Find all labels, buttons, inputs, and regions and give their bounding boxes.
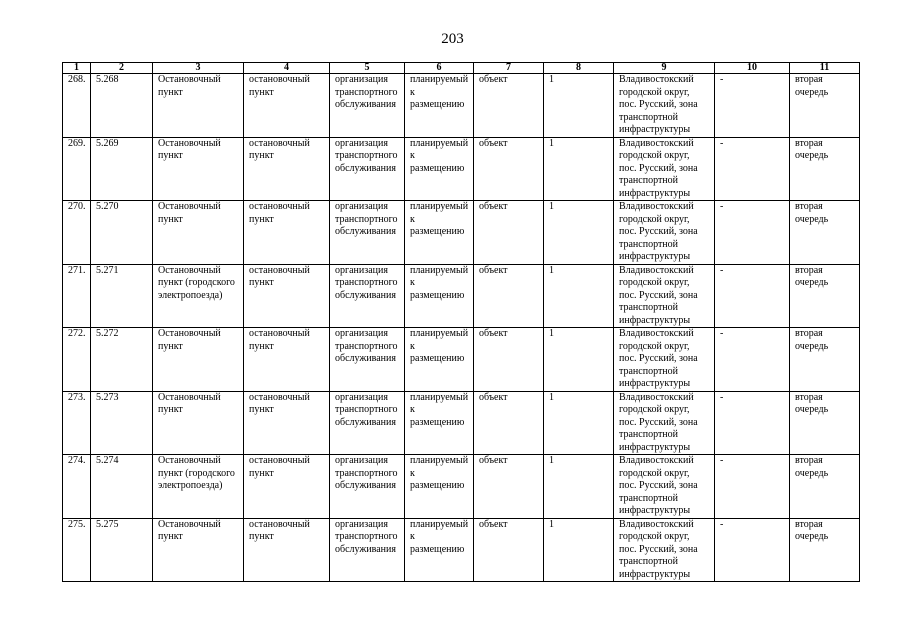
object-status: планируемый к размещению: [405, 264, 474, 328]
row-number: 273.: [63, 391, 91, 455]
object-type: остановочный пункт: [244, 455, 330, 519]
object-name: Остановочный пункт (городского электропоезда): [153, 264, 244, 328]
page-number: 203: [441, 31, 464, 47]
object-purpose: организация транспортного обслуживания: [330, 391, 405, 455]
column-header: 6: [405, 63, 474, 74]
object-type: остановочный пункт: [244, 201, 330, 265]
row-number: 275.: [63, 518, 91, 582]
object-status: планируемый к размещению: [405, 74, 474, 138]
table-row: [63, 518, 860, 582]
object-location: Владивостокский городской округ, пос. Русский, зона транспортной инфраструктуры: [614, 455, 715, 519]
column-header: 10: [715, 63, 790, 74]
column-header: 8: [544, 63, 614, 74]
object-code: 5.272: [91, 328, 153, 392]
object-status: планируемый к размещению: [405, 328, 474, 392]
column-10-value: -: [715, 201, 790, 265]
object-stage: вторая очередь: [790, 137, 860, 201]
row-number: 274.: [63, 455, 91, 519]
object-count: 1: [544, 391, 614, 455]
object-stage: вторая очередь: [790, 391, 860, 455]
object-code: 5.268: [91, 74, 153, 138]
column-header: 1: [63, 63, 91, 74]
object-location: Владивостокский городской округ, пос. Русский, зона транспортной инфраструктуры: [614, 264, 715, 328]
object-name: Остановочный пункт: [153, 518, 244, 582]
object-purpose: организация транспортного обслуживания: [330, 201, 405, 265]
object-kind: объект: [474, 201, 544, 265]
object-type: остановочный пункт: [244, 391, 330, 455]
object-name: Остановочный пункт (городского электропоезда): [153, 455, 244, 519]
object-count: 1: [544, 264, 614, 328]
objects-table: [62, 62, 860, 582]
object-kind: объект: [474, 137, 544, 201]
table-row: [63, 455, 860, 519]
object-type: остановочный пункт: [244, 518, 330, 582]
object-stage: вторая очередь: [790, 201, 860, 265]
object-status: планируемый к размещению: [405, 518, 474, 582]
object-purpose: организация транспортного обслуживания: [330, 518, 405, 582]
column-header: 5: [330, 63, 405, 74]
object-stage: вторая очередь: [790, 518, 860, 582]
object-count: 1: [544, 201, 614, 265]
object-status: планируемый к размещению: [405, 137, 474, 201]
column-header: 3: [153, 63, 244, 74]
object-status: планируемый к размещению: [405, 455, 474, 519]
object-location: Владивостокский городской округ, пос. Русский, зона транспортной инфраструктуры: [614, 391, 715, 455]
object-kind: объект: [474, 328, 544, 392]
object-kind: объект: [474, 518, 544, 582]
object-code: 5.273: [91, 391, 153, 455]
object-name: Остановочный пункт: [153, 201, 244, 265]
column-10-value: -: [715, 391, 790, 455]
object-stage: вторая очередь: [790, 328, 860, 392]
row-number: 270.: [63, 201, 91, 265]
object-purpose: организация транспортного обслуживания: [330, 137, 405, 201]
object-status: планируемый к размещению: [405, 201, 474, 265]
object-kind: объект: [474, 455, 544, 519]
object-type: остановочный пункт: [244, 74, 330, 138]
object-name: Остановочный пункт: [153, 391, 244, 455]
column-10-value: -: [715, 328, 790, 392]
table-row: [63, 201, 860, 265]
object-count: 1: [544, 74, 614, 138]
object-location: Владивостокский городской округ, пос. Русский, зона транспортной инфраструктуры: [614, 201, 715, 265]
column-10-value: -: [715, 455, 790, 519]
table-row: [63, 137, 860, 201]
object-purpose: организация транспортного обслуживания: [330, 264, 405, 328]
column-10-value: -: [715, 74, 790, 138]
object-count: 1: [544, 137, 614, 201]
object-purpose: организация транспортного обслуживания: [330, 74, 405, 138]
object-code: 5.269: [91, 137, 153, 201]
object-name: Остановочный пункт: [153, 137, 244, 201]
object-type: остановочный пункт: [244, 328, 330, 392]
object-stage: вторая очередь: [790, 264, 860, 328]
object-kind: объект: [474, 391, 544, 455]
object-type: остановочный пункт: [244, 137, 330, 201]
object-count: 1: [544, 455, 614, 519]
object-count: 1: [544, 328, 614, 392]
table-row: [63, 328, 860, 392]
object-purpose: организация транспортного обслуживания: [330, 328, 405, 392]
object-code: 5.274: [91, 455, 153, 519]
column-header: 2: [91, 63, 153, 74]
object-status: планируемый к размещению: [405, 391, 474, 455]
object-stage: вторая очередь: [790, 74, 860, 138]
column-10-value: -: [715, 137, 790, 201]
column-10-value: -: [715, 518, 790, 582]
object-location: Владивостокский городской округ, пос. Русский, зона транспортной инфраструктуры: [614, 137, 715, 201]
column-header: 11: [790, 63, 860, 74]
row-number: 268.: [63, 74, 91, 138]
row-number: 272.: [63, 328, 91, 392]
object-location: Владивостокский городской округ, пос. Русский, зона транспортной инфраструктуры: [614, 518, 715, 582]
table-row: [63, 74, 860, 138]
column-10-value: -: [715, 264, 790, 328]
object-name: Остановочный пункт: [153, 328, 244, 392]
object-purpose: организация транспортного обслуживания: [330, 455, 405, 519]
column-header: 7: [474, 63, 544, 74]
object-name: Остановочный пункт: [153, 74, 244, 138]
object-code: 5.271: [91, 264, 153, 328]
column-header: 9: [614, 63, 715, 74]
row-number: 271.: [63, 264, 91, 328]
column-header: 4: [244, 63, 330, 74]
object-code: 5.270: [91, 201, 153, 265]
object-stage: вторая очередь: [790, 455, 860, 519]
table-row: [63, 391, 860, 455]
row-number: 269.: [63, 137, 91, 201]
table-row: [63, 264, 860, 328]
object-kind: объект: [474, 74, 544, 138]
object-kind: объект: [474, 264, 544, 328]
object-location: Владивостокский городской округ, пос. Русский, зона транспортной инфраструктуры: [614, 74, 715, 138]
object-code: 5.275: [91, 518, 153, 582]
object-type: остановочный пункт: [244, 264, 330, 328]
object-location: Владивостокский городской округ, пос. Русский, зона транспортной инфраструктуры: [614, 328, 715, 392]
object-count: 1: [544, 518, 614, 582]
header-row: [63, 63, 860, 74]
